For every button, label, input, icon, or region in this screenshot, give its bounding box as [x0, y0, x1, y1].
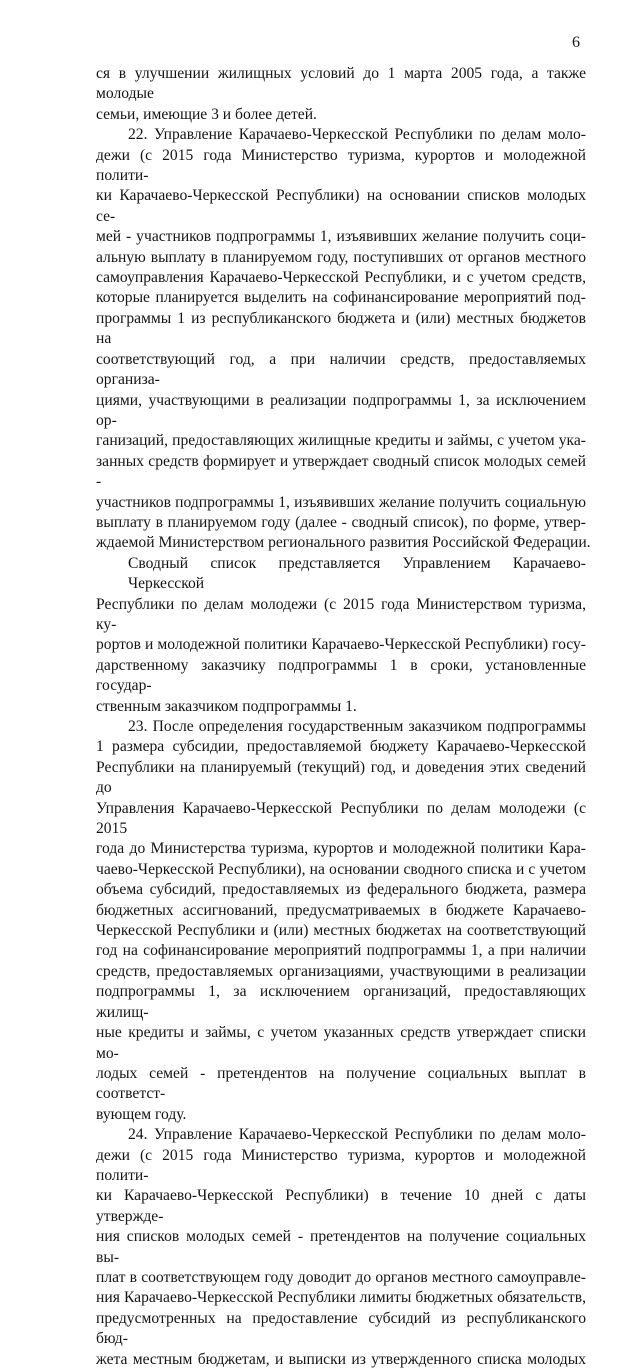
page-number: 6 [572, 34, 580, 51]
text-line: Управления Карачаево-Черкесской Республики по делам молодежи (с 2015 [96, 799, 586, 838]
text-line: дарственному заказчику подпрограммы 1 в сроки, установленные государ- [96, 656, 586, 695]
text-line: жета местным бюджетам, и выписки из утвержденного списка молодых [96, 1350, 586, 1368]
text-line: бюджетных ассигнований, предусматриваемых в бюджете Карачаево- [96, 901, 586, 919]
text-line: Республики на планируемый (текущий) год, и доведения этих сведений до [96, 758, 586, 797]
text-line: вующем году. [96, 1105, 187, 1123]
text-line: ся в улучшении жилищных условий до 1 марта 2005 года, а также молодые [96, 65, 586, 103]
text-line: лодых семей - претендентов на получение социальных выплат в соответст- [96, 1064, 586, 1103]
text-line: дежи (с 2015 года Министерство туризма, курортов и молодежной полити- [96, 1146, 586, 1184]
text-line: мей - участников подпрограммы 1, изъявивших желание получить соци- [96, 228, 586, 246]
text-line: дежи (с 2015 года Министерство туризма, курортов и молодежной полити- [96, 146, 586, 185]
text-line: альную выплату в планируемом году, поступивших от органов местного [96, 248, 586, 266]
text-line: 24. Управление Карачаево-Черкесской Республики по делам моло- [128, 1126, 586, 1144]
text-line: ные кредиты и займы, с учетом указанных средств утверждает списки мо- [96, 1024, 586, 1062]
text-line: 1 размера субсидии, предоставляемой бюджету Карачаево-Черкесской [96, 738, 586, 756]
text-line: самоуправления Карачаево-Черкесской Республики, и с учетом средств, [96, 269, 586, 287]
text-line: плат в соответствующем году доводит до органов местного самоуправле- [96, 1268, 586, 1286]
text-line: соответствующий год, а при наличии средств, предоставляемых организа- [96, 350, 586, 389]
text-line: 23. После определения государственным заказчиком подпрограммы [128, 718, 586, 735]
text-line: Черкесской Республики и (или) местных бюджетах на соответствующий [96, 922, 586, 940]
text-line: подпрограммы 1, за исключением организаций, предоставляющих жилищ- [96, 983, 586, 1021]
text-line: средств, предоставляемых организациями, участвующими в реализации [96, 962, 586, 980]
body-text [96, 64, 591, 1370]
text-line: которые планируется выделить на софинансирование мероприятий под- [96, 289, 586, 307]
text-line: ждаемой Министерством регионального развития Российской Федерации. [96, 534, 591, 552]
text-line: ния Карачаево-Черкесской Республики лимиты бюджетных обязательств, [96, 1289, 586, 1307]
text-line: 22. Управление Карачаево-Черкесской Республики по делам моло- [128, 126, 586, 144]
text-line: занных средств формирует и утверждает сводный список молодых семей - [96, 452, 586, 491]
text-line: рортов и молодежной политики Карачаево-Черкесской Республики) госу- [96, 636, 586, 654]
text-line: ния списков молодых семей - претендентов на получение социальных вы- [96, 1228, 586, 1266]
text-line: объема субсидий, предоставляемых из федерального бюджета, размера [96, 881, 586, 899]
text-line: ственным заказчиком подпрограммы 1. [96, 697, 357, 715]
text-line: Республики по делам молодежи (с 2015 года Министерством туризма, ку- [96, 595, 586, 633]
text-line: год на софинансирование мероприятий подпрограммы 1, а при наличии [96, 942, 586, 960]
text-line: программы 1 из республиканского бюджета и (или) местных бюджетов на [96, 309, 586, 348]
text-line: выплату в планируемом году (далее - сводный список), по форме, утвер- [96, 513, 586, 531]
text-line: ки Карачаево-Черкесской Республики) в течение 10 дней с даты утвержде- [96, 1187, 586, 1225]
text-line: участников подпрограммы 1, изъявивших желание получить социальную [96, 493, 586, 511]
text-line: года до Министерства туризма, курортов и молодежной политики Кара- [96, 840, 586, 858]
text-line: Сводный список представляется Управлением Карачаево-Черкесской [128, 554, 586, 593]
text-line: семьи, имеющие 3 и более детей. [96, 105, 317, 123]
text-line: ганизаций, предоставляющих жилищные кредиты и займы, с учетом ука- [96, 432, 586, 450]
text-line: предусмотренных на предоставление субсидий из республиканского бюд- [96, 1309, 586, 1348]
text-line: чаево-Черкесской Республики), на основании сводного списка и с учетом [96, 860, 586, 878]
text-line: циями, участвующими в реализации подпрограммы 1, за исключением ор- [96, 391, 586, 429]
text-line: ки Карачаево-Черкесской Республики) на основании списков молодых се- [96, 187, 586, 225]
